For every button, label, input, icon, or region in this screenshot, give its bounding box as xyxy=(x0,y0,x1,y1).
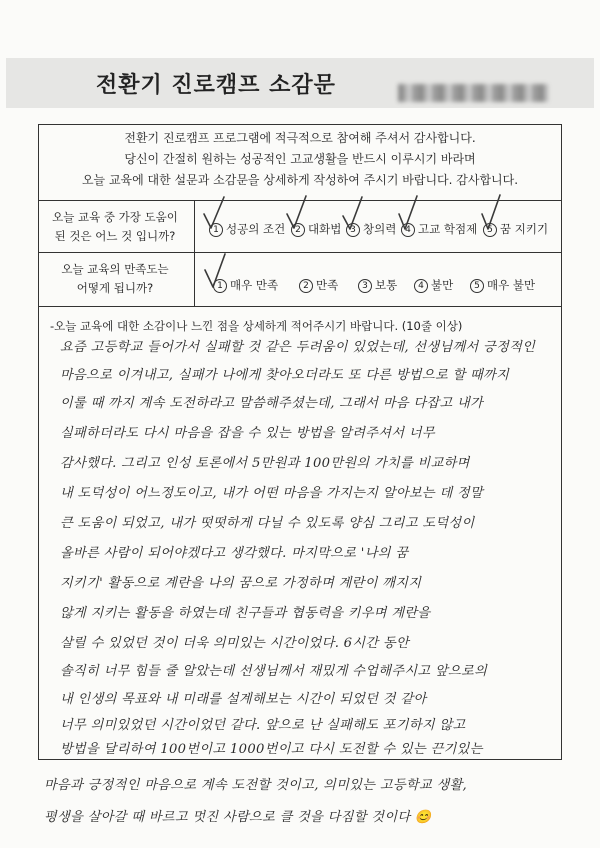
essay-line: 너무 의미있었던 시간이었던 같다. 앞으로 난 실패해도 포기하지 않고 xyxy=(60,718,466,733)
essay-line: 지키기' 활동으로 계란을 나의 꿈으로 가정하며 계란이 깨지지 xyxy=(60,576,422,591)
essay-line: 평생을 살아갈 때 바르고 멋진 사람으로 클 것을 다짐할 것이다 😊 xyxy=(44,810,432,825)
essay-prompt: -오늘 교육에 대한 소감이나 느낀 점을 상세하게 적어주시기 바랍니다. (10줄 이상) xyxy=(50,319,463,333)
form-title: 전환기 진로캠프 소감문 xyxy=(96,73,336,98)
circle-1-icon: 1 xyxy=(213,279,227,293)
essay-line: 올바른 사람이 되어야겠다고 생각했다. 마지막으로 '나의 꿈 xyxy=(60,546,409,561)
essay-line: 마음으로 이겨내고, 실패가 나에게 찾아오더라도 또 다른 방법으로 할 때까지 xyxy=(60,368,510,383)
circle-3-icon: 3 xyxy=(346,223,360,237)
essay-line: 내 도덕성이 어느정도이고, 내가 어떤 마음을 가지는지 알아보는 데 정말 xyxy=(60,486,484,501)
option-label: 보통 xyxy=(375,278,398,292)
essay-line: 감사했다. 그리고 인성 토론에서 5만원과 100만원의 가치를 비교하며 xyxy=(60,456,470,471)
essay-line: 솔직히 너무 힘들 줄 알았는데 선생님께서 재밌게 수업해주시고 앞으로의 xyxy=(60,664,488,679)
option-label: 꿈 지키기 xyxy=(500,222,549,236)
circle-5-icon: 5 xyxy=(470,279,484,293)
option-label: 대화법 xyxy=(308,222,342,236)
essay-line: 이룰 때 까지 계속 도전하라고 말씀해주셨는데, 그래서 마음 다잡고 내가 xyxy=(60,396,484,411)
circle-2-icon: 2 xyxy=(299,279,313,293)
essay-line: 마음과 긍정적인 마음으로 계속 도전할 것이고, 의미있는 고등학교 생활, xyxy=(44,778,468,793)
check-icon xyxy=(204,197,224,228)
option-label: 만족 xyxy=(316,278,339,292)
essay-line: 살릴 수 있었던 것이 더욱 의미있는 시간이었다. 6시간 동안 xyxy=(60,636,410,651)
circle-1-icon: 1 xyxy=(209,223,223,237)
essay-line: 않게 지키는 활동을 하였는데 친구들과 협동력을 키우며 계란을 xyxy=(60,606,431,621)
essay-line: 실패하더라도 다시 마음을 잡을 수 있는 방법을 알려주셔서 너무 xyxy=(60,426,435,441)
check-icon xyxy=(205,254,225,287)
q1-label-line: 오늘 교육 중 가장 도움이 xyxy=(52,210,178,224)
circle-4-icon: 4 xyxy=(414,279,428,293)
essay-line: 요즘 고등학교 들어가서 실패할 것 같은 두려움이 있었는데, 선생님께서 긍정적인 xyxy=(60,340,536,355)
circle-2-icon: 2 xyxy=(291,223,305,237)
option-label: 매우 만족 xyxy=(230,278,279,292)
essay-line: 내 인생의 목표와 내 미래를 설계해보는 시간이 되었던 것 같아 xyxy=(60,692,427,707)
circle-3-icon: 3 xyxy=(358,279,372,293)
circle-5-icon: 5 xyxy=(483,223,497,237)
q1-label-line: 된 것은 어느 것 입니까? xyxy=(54,229,176,243)
check-icon xyxy=(399,196,417,229)
option-label: 창의력 xyxy=(363,222,397,236)
intro-line: 당신이 간절히 원하는 성공적인 고교생활을 반드시 이루시기 바라며 xyxy=(124,152,476,166)
check-icon xyxy=(287,196,306,228)
check-icon xyxy=(343,197,362,229)
check-icon xyxy=(482,195,500,229)
option-label: 매우 불만 xyxy=(487,278,536,292)
option-label: 고교 학점제 xyxy=(418,222,478,236)
essay-line: 방법을 달리하여 100번이고 1000번이고 다시 도전할 수 있는 끈기있는 xyxy=(60,742,483,757)
q2-label-line: 어떻게 됩니까? xyxy=(76,281,154,295)
option-label: 성공의 조건 xyxy=(226,222,286,236)
essay-line: 큰 도움이 되었고, 내가 떳떳하게 다닐 수 있도록 양심 그리고 도덕성이 xyxy=(60,516,475,531)
circle-4-icon: 4 xyxy=(401,223,415,237)
intro-line: 전환기 진로캠프 프로그램에 적극적으로 참여해 주셔서 감사합니다. xyxy=(124,131,476,145)
option-label: 불만 xyxy=(431,278,454,292)
intro-line: 오늘 교육에 대한 설문과 소감문을 상세하게 작성하여 주시기 바랍니다. 감사합니다. xyxy=(81,173,519,187)
q2-label-line: 오늘 교육의 만족도는 xyxy=(61,262,169,276)
